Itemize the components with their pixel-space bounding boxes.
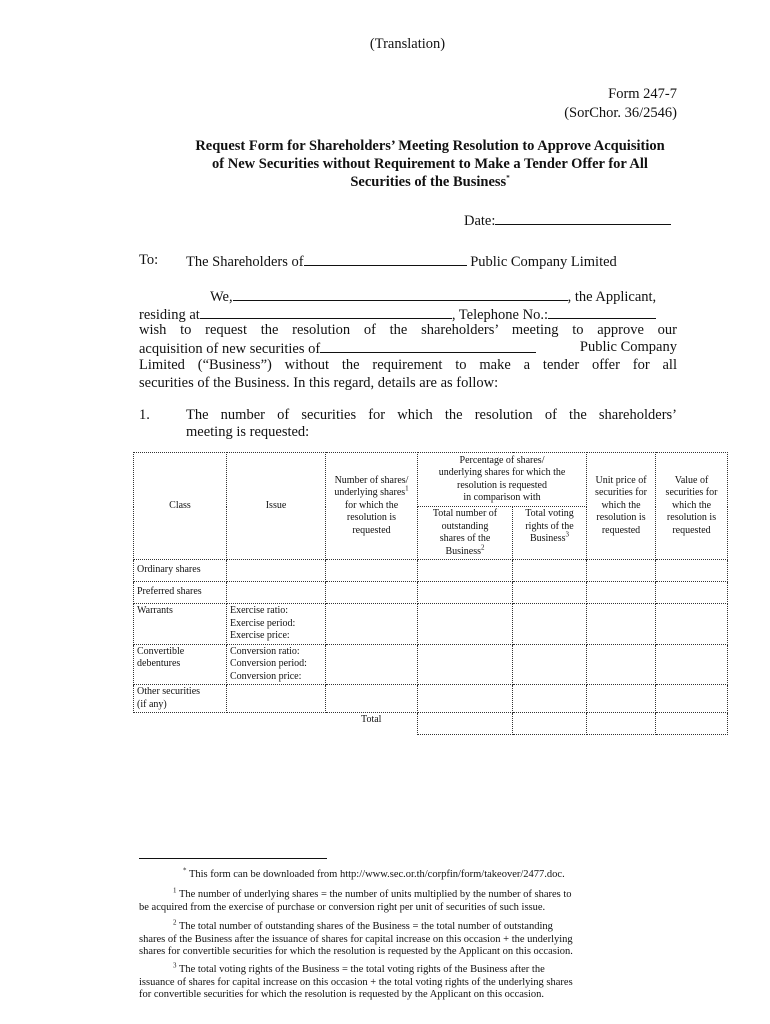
footnote-3: $^3$ The total voting rights of the Business = the total voting rights of the Business after the issuance of shares for capital increase on this occasion + the total voting rights of the underlying shares for convertible securities for which the resolution is requested by the Applicant on this occasion. bbox=[139, 961, 573, 1000]
telephone-label: , Telephone No.: bbox=[451, 307, 548, 323]
total-cell[interactable] bbox=[587, 713, 656, 735]
date-label: Date: bbox=[464, 213, 496, 229]
translation-label: (Translation) bbox=[369, 36, 446, 52]
target-company-field[interactable] bbox=[320, 339, 536, 353]
row-issue[interactable] bbox=[227, 582, 326, 604]
row-cell[interactable] bbox=[656, 685, 728, 713]
body-line-4 bbox=[139, 339, 536, 358]
body-line-6: securities of the Business. In this regard, details are as follow: bbox=[139, 375, 499, 391]
footnote-star: * This form can be downloaded from http://www.sec.or.th/corpfin/form/takeover/2477.doc. bbox=[183, 866, 565, 880]
title-line-2: of New Securities without Requirement to Make a Tender Offer for All bbox=[212, 156, 648, 172]
row-cell[interactable] bbox=[326, 685, 418, 713]
row-issue: Exercise ratio: Exercise period: Exercise price: bbox=[227, 604, 326, 645]
body-line-4b: Public Company bbox=[579, 339, 677, 355]
row-issue[interactable] bbox=[227, 685, 326, 713]
header-class: Class bbox=[134, 453, 227, 560]
to-row bbox=[186, 252, 617, 271]
item-1-line-1: The number of securities for which the resolution of the shareholders’ bbox=[186, 407, 677, 423]
row-cell[interactable] bbox=[326, 560, 418, 582]
table-row bbox=[134, 560, 728, 582]
footnote-divider bbox=[139, 858, 327, 859]
row-cell[interactable] bbox=[326, 644, 418, 685]
row-cell[interactable] bbox=[656, 582, 728, 604]
title-footnote-mark: * bbox=[506, 174, 510, 183]
to-suffix: Public Company Limited bbox=[470, 254, 617, 270]
row-class: Ordinary shares bbox=[134, 560, 227, 582]
row-cell[interactable] bbox=[326, 582, 418, 604]
to-label: To: bbox=[139, 252, 159, 268]
body-line-4a: acquisition of new securities of bbox=[139, 341, 321, 357]
to-prefix: The Shareholders of bbox=[186, 254, 304, 270]
applicant-row bbox=[210, 287, 656, 306]
row-class: Convertible debentures bbox=[134, 644, 227, 685]
row-class: Warrants bbox=[134, 604, 227, 645]
applicant-label: , the Applicant, bbox=[567, 289, 657, 305]
item-1-number: 1. bbox=[139, 407, 150, 423]
row-cell[interactable] bbox=[587, 582, 656, 604]
total-row bbox=[134, 713, 728, 735]
address-field[interactable] bbox=[200, 305, 452, 319]
row-class: Other securities (if any) bbox=[134, 685, 227, 713]
row-cell[interactable] bbox=[587, 644, 656, 685]
row-cell[interactable] bbox=[418, 685, 513, 713]
body-line-3: wish to request the resolution of the shareholders’ meeting to approve our bbox=[139, 322, 677, 338]
header-percentage: Percentage of shares/ underlying shares for which the resolution is requested in comparison with bbox=[418, 453, 587, 507]
row-cell[interactable] bbox=[418, 560, 513, 582]
header-total-voting: Total voting rights of the Business$^3$ bbox=[513, 507, 587, 560]
footnote-2: $^2$ The total number of outstanding shares of the Business = the total number of outstanding shares of the Business after the issuance of shares for capital increase on this occasion + the underlying shares for convertible securities for which the resolution is requested by the Applicant on this occasion. bbox=[139, 918, 573, 957]
row-cell[interactable] bbox=[418, 582, 513, 604]
row-cell[interactable] bbox=[418, 644, 513, 685]
total-cell[interactable] bbox=[418, 713, 513, 735]
table-row bbox=[134, 685, 728, 713]
row-cell[interactable] bbox=[587, 560, 656, 582]
we-label: We, bbox=[210, 289, 233, 305]
row-cell[interactable] bbox=[656, 560, 728, 582]
row-cell[interactable] bbox=[326, 604, 418, 645]
table-row bbox=[134, 644, 728, 685]
row-cell[interactable] bbox=[513, 685, 587, 713]
form-number: Form 247-7 bbox=[608, 86, 677, 102]
total-cell[interactable] bbox=[656, 713, 728, 735]
row-class: Preferred shares bbox=[134, 582, 227, 604]
table-row bbox=[134, 604, 728, 645]
telephone-field[interactable] bbox=[548, 305, 656, 319]
row-cell[interactable] bbox=[587, 685, 656, 713]
date-field[interactable] bbox=[495, 211, 671, 225]
row-cell[interactable] bbox=[587, 604, 656, 645]
header-total-outstanding: Total number of outstanding shares of the Business$^2$ bbox=[418, 507, 513, 560]
total-label: Total bbox=[326, 713, 418, 735]
table-row bbox=[134, 582, 728, 604]
form-reference: (SorChor. 36/2546) bbox=[564, 105, 677, 121]
total-cell[interactable] bbox=[513, 713, 587, 735]
header-issue: Issue bbox=[227, 453, 326, 560]
row-issue[interactable] bbox=[227, 560, 326, 582]
residing-label: residing at bbox=[139, 307, 200, 323]
row-cell[interactable] bbox=[513, 604, 587, 645]
row-cell[interactable] bbox=[513, 560, 587, 582]
header-unit-price: Unit price of securities for which the resolution is requested bbox=[587, 453, 656, 560]
securities-table bbox=[133, 452, 728, 735]
row-cell[interactable] bbox=[656, 604, 728, 645]
row-cell[interactable] bbox=[656, 644, 728, 685]
body-line-5: Limited (“Business”) without the requirement to make a tender offer for all bbox=[139, 357, 677, 373]
footnote-1: $^1$ The number of underlying shares = the number of units multiplied by the number of shares to be acquired from the exercise of purchase or conversion right per unit of securities of such issue. bbox=[139, 886, 572, 913]
applicant-name-field[interactable] bbox=[233, 287, 568, 301]
row-cell[interactable] bbox=[513, 582, 587, 604]
title-line-3: Securities of the Business* bbox=[350, 174, 510, 190]
row-cell[interactable] bbox=[418, 604, 513, 645]
header-value: Value of securities for which the resolution is requested bbox=[656, 453, 728, 560]
row-cell[interactable] bbox=[513, 644, 587, 685]
date-row bbox=[464, 211, 671, 230]
header-number-of-shares: Number of shares/ underlying shares$^1$ for which the resolution is requested bbox=[326, 453, 418, 560]
form-title bbox=[133, 137, 727, 191]
company-name-field[interactable] bbox=[304, 252, 467, 266]
row-issue: Conversion ratio: Conversion period: Conversion price: bbox=[227, 644, 326, 685]
item-1-line-2: meeting is requested: bbox=[186, 424, 310, 440]
title-line-1: Request Form for Shareholders’ Meeting Resolution to Approve Acquisition bbox=[195, 138, 665, 154]
